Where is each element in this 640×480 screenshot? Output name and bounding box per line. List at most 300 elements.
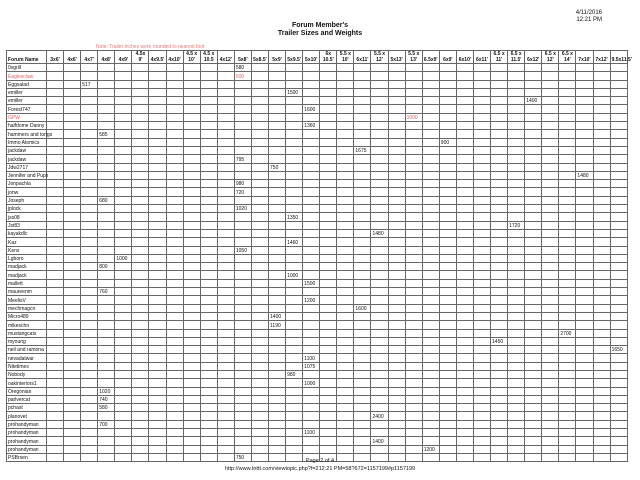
empty-cell — [405, 370, 422, 378]
empty-cell — [371, 221, 388, 229]
empty-cell — [115, 370, 132, 378]
empty-cell — [559, 72, 576, 80]
weight-cell: 740 — [98, 395, 115, 403]
empty-cell — [405, 130, 422, 138]
empty-cell — [251, 188, 268, 196]
empty-cell — [439, 379, 456, 387]
empty-cell — [525, 337, 542, 345]
empty-cell — [320, 205, 337, 213]
empty-cell — [542, 370, 559, 378]
empty-cell — [473, 379, 490, 387]
empty-cell — [337, 171, 354, 179]
empty-cell — [200, 205, 217, 213]
empty-cell — [593, 346, 610, 354]
empty-cell — [593, 429, 610, 437]
empty-cell — [320, 188, 337, 196]
empty-cell — [422, 64, 439, 72]
empty-cell — [354, 105, 371, 113]
size-column-header: 6x9' — [439, 51, 456, 64]
empty-cell — [320, 72, 337, 80]
empty-cell — [320, 412, 337, 420]
empty-cell — [337, 429, 354, 437]
empty-cell — [354, 130, 371, 138]
empty-cell — [456, 321, 473, 329]
weight-cell: 1000 — [115, 254, 132, 262]
empty-cell — [81, 354, 98, 362]
empty-cell — [303, 64, 320, 72]
empty-cell — [183, 354, 200, 362]
empty-cell — [439, 155, 456, 163]
empty-cell — [320, 379, 337, 387]
table-row — [7, 429, 628, 437]
empty-cell — [491, 296, 508, 304]
empty-cell — [132, 296, 149, 304]
empty-cell — [354, 205, 371, 213]
empty-cell — [149, 229, 166, 237]
empty-cell — [610, 138, 627, 146]
empty-cell — [251, 370, 268, 378]
empty-cell — [388, 288, 405, 296]
empty-cell — [286, 420, 303, 428]
empty-cell — [64, 370, 81, 378]
empty-cell — [286, 379, 303, 387]
empty-cell — [251, 221, 268, 229]
empty-cell — [559, 370, 576, 378]
empty-cell — [610, 379, 627, 387]
empty-cell — [234, 404, 251, 412]
empty-cell — [337, 105, 354, 113]
empty-cell — [200, 279, 217, 287]
table-row — [7, 420, 628, 428]
empty-cell — [251, 395, 268, 403]
empty-cell — [183, 229, 200, 237]
empty-cell — [320, 105, 337, 113]
empty-cell — [115, 362, 132, 370]
empty-cell — [491, 346, 508, 354]
empty-cell — [303, 113, 320, 121]
empty-cell — [508, 312, 525, 320]
empty-cell — [422, 138, 439, 146]
weight-cell: 1600 — [354, 304, 371, 312]
empty-cell — [286, 180, 303, 188]
empty-cell — [337, 312, 354, 320]
size-column-header: 4.5x 9' — [132, 51, 149, 64]
empty-cell — [593, 370, 610, 378]
table-row — [7, 163, 628, 171]
empty-cell — [491, 354, 508, 362]
forum-name-cell: PSBrsen — [7, 453, 47, 461]
empty-cell — [422, 196, 439, 204]
empty-cell — [149, 321, 166, 329]
empty-cell — [576, 329, 593, 337]
empty-cell — [422, 88, 439, 96]
empty-cell — [354, 362, 371, 370]
empty-cell — [422, 155, 439, 163]
empty-cell — [47, 229, 64, 237]
empty-cell — [473, 229, 490, 237]
empty-cell — [234, 238, 251, 246]
empty-cell — [576, 362, 593, 370]
empty-cell — [422, 122, 439, 130]
empty-cell — [320, 146, 337, 154]
empty-cell — [337, 180, 354, 188]
empty-cell — [200, 412, 217, 420]
empty-cell — [217, 146, 234, 154]
empty-cell — [47, 429, 64, 437]
empty-cell — [491, 437, 508, 445]
empty-cell — [388, 329, 405, 337]
empty-cell — [47, 279, 64, 287]
empty-cell — [371, 395, 388, 403]
empty-cell — [320, 279, 337, 287]
empty-cell — [200, 72, 217, 80]
empty-cell — [200, 429, 217, 437]
empty-cell — [576, 238, 593, 246]
table-row — [7, 205, 628, 213]
empty-cell — [439, 387, 456, 395]
empty-cell — [473, 196, 490, 204]
empty-cell — [217, 122, 234, 130]
empty-cell — [166, 72, 183, 80]
empty-cell — [542, 188, 559, 196]
empty-cell — [115, 395, 132, 403]
empty-cell — [217, 296, 234, 304]
empty-cell — [508, 445, 525, 453]
empty-cell — [149, 163, 166, 171]
empty-cell — [405, 279, 422, 287]
empty-cell — [81, 304, 98, 312]
empty-cell — [269, 80, 286, 88]
empty-cell — [593, 171, 610, 179]
empty-cell — [508, 196, 525, 204]
empty-cell — [559, 180, 576, 188]
weight-cell: 1480 — [576, 171, 593, 179]
empty-cell — [269, 155, 286, 163]
empty-cell — [542, 97, 559, 105]
empty-cell — [269, 64, 286, 72]
empty-cell — [200, 246, 217, 254]
empty-cell — [354, 337, 371, 345]
empty-cell — [473, 312, 490, 320]
empty-cell — [286, 296, 303, 304]
empty-cell — [251, 329, 268, 337]
title-line-1: Forum Member's — [291, 22, 349, 29]
empty-cell — [217, 412, 234, 420]
empty-cell — [337, 221, 354, 229]
empty-cell — [303, 246, 320, 254]
empty-cell — [149, 279, 166, 287]
empty-cell — [542, 362, 559, 370]
empty-cell — [354, 138, 371, 146]
empty-cell — [388, 163, 405, 171]
empty-cell — [166, 188, 183, 196]
empty-cell — [610, 196, 627, 204]
empty-cell — [559, 122, 576, 130]
empty-cell — [371, 122, 388, 130]
empty-cell — [64, 163, 81, 171]
empty-cell — [525, 321, 542, 329]
empty-cell — [269, 246, 286, 254]
forum-name-cell: prohandyman — [7, 445, 47, 453]
empty-cell — [337, 130, 354, 138]
empty-cell — [115, 387, 132, 395]
empty-cell — [388, 246, 405, 254]
table-row — [7, 64, 628, 72]
weight-cell: 1480 — [371, 229, 388, 237]
empty-cell — [64, 130, 81, 138]
empty-cell — [542, 171, 559, 179]
empty-cell — [593, 254, 610, 262]
empty-cell — [439, 163, 456, 171]
empty-cell — [166, 437, 183, 445]
empty-cell — [269, 88, 286, 96]
empty-cell — [491, 321, 508, 329]
source-url[interactable]: http://www.tnttt.com/viewtopic.php?f=212:21 PM=58?672=1157199#p1157199 — [224, 466, 416, 472]
empty-cell — [508, 229, 525, 237]
empty-cell — [115, 337, 132, 345]
empty-cell — [354, 445, 371, 453]
empty-cell — [337, 288, 354, 296]
empty-cell — [354, 188, 371, 196]
empty-cell — [132, 263, 149, 271]
empty-cell — [64, 221, 81, 229]
empty-cell — [405, 97, 422, 105]
empty-cell — [525, 196, 542, 204]
empty-cell — [610, 205, 627, 213]
empty-cell — [251, 138, 268, 146]
empty-cell — [525, 205, 542, 213]
empty-cell — [166, 97, 183, 105]
empty-cell — [456, 122, 473, 130]
empty-cell — [542, 429, 559, 437]
empty-cell — [576, 155, 593, 163]
empty-cell — [98, 304, 115, 312]
empty-cell — [115, 263, 132, 271]
empty-cell — [576, 122, 593, 130]
empty-cell — [576, 420, 593, 428]
empty-cell — [166, 379, 183, 387]
empty-cell — [217, 97, 234, 105]
empty-cell — [354, 329, 371, 337]
empty-cell — [132, 412, 149, 420]
empty-cell — [234, 304, 251, 312]
empty-cell — [371, 97, 388, 105]
empty-cell — [491, 221, 508, 229]
empty-cell — [98, 113, 115, 121]
empty-cell — [166, 246, 183, 254]
empty-cell — [456, 146, 473, 154]
empty-cell — [371, 130, 388, 138]
empty-cell — [354, 412, 371, 420]
forum-name-header: Forum Name — [7, 51, 47, 64]
empty-cell — [166, 346, 183, 354]
empty-cell — [508, 122, 525, 130]
empty-cell — [371, 271, 388, 279]
page-title — [0, 22, 640, 38]
empty-cell — [388, 113, 405, 121]
empty-cell — [115, 171, 132, 179]
size-column-header: 5x8.5' — [251, 51, 268, 64]
size-column-header: 4x9' — [115, 51, 132, 64]
empty-cell — [81, 138, 98, 146]
empty-cell — [303, 155, 320, 163]
empty-cell — [371, 288, 388, 296]
page-footer — [0, 457, 640, 473]
empty-cell — [576, 138, 593, 146]
empty-cell — [388, 72, 405, 80]
empty-cell — [98, 312, 115, 320]
forum-name-cell: Eaglesclaw — [7, 72, 47, 80]
empty-cell — [593, 288, 610, 296]
empty-cell — [132, 254, 149, 262]
empty-cell — [81, 337, 98, 345]
empty-cell — [200, 221, 217, 229]
empty-cell — [525, 180, 542, 188]
empty-cell — [491, 246, 508, 254]
empty-cell — [183, 213, 200, 221]
empty-cell — [64, 97, 81, 105]
empty-cell — [64, 263, 81, 271]
empty-cell — [473, 329, 490, 337]
empty-cell — [234, 379, 251, 387]
empty-cell — [559, 246, 576, 254]
empty-cell — [576, 113, 593, 121]
empty-cell — [183, 105, 200, 113]
size-column-header: 3x6' — [47, 51, 64, 64]
empty-cell — [234, 80, 251, 88]
empty-cell — [576, 445, 593, 453]
empty-cell — [422, 321, 439, 329]
empty-cell — [576, 412, 593, 420]
empty-cell — [491, 279, 508, 287]
empty-cell — [491, 171, 508, 179]
empty-cell — [354, 321, 371, 329]
empty-cell — [559, 113, 576, 121]
empty-cell — [115, 346, 132, 354]
empty-cell — [320, 88, 337, 96]
empty-cell — [576, 404, 593, 412]
empty-cell — [269, 146, 286, 154]
empty-cell — [320, 213, 337, 221]
empty-cell — [439, 221, 456, 229]
empty-cell — [559, 271, 576, 279]
empty-cell — [286, 105, 303, 113]
empty-cell — [593, 122, 610, 130]
empty-cell — [149, 312, 166, 320]
empty-cell — [439, 279, 456, 287]
empty-cell — [81, 130, 98, 138]
empty-cell — [473, 387, 490, 395]
empty-cell — [132, 337, 149, 345]
empty-cell — [132, 404, 149, 412]
empty-cell — [166, 238, 183, 246]
empty-cell — [388, 312, 405, 320]
forum-name-cell: Oregonian — [7, 387, 47, 395]
empty-cell — [593, 213, 610, 221]
table-row — [7, 346, 628, 354]
empty-cell — [473, 370, 490, 378]
empty-cell — [81, 97, 98, 105]
forum-name-cell: 0vgrill — [7, 64, 47, 72]
empty-cell — [132, 370, 149, 378]
empty-cell — [593, 163, 610, 171]
empty-cell — [81, 88, 98, 96]
empty-cell — [388, 196, 405, 204]
empty-cell — [525, 88, 542, 96]
empty-cell — [388, 412, 405, 420]
empty-cell — [473, 122, 490, 130]
empty-cell — [98, 64, 115, 72]
empty-cell — [422, 304, 439, 312]
empty-cell — [422, 404, 439, 412]
empty-cell — [183, 312, 200, 320]
empty-cell — [576, 88, 593, 96]
empty-cell — [456, 196, 473, 204]
table-row — [7, 80, 628, 88]
empty-cell — [303, 445, 320, 453]
empty-cell — [269, 337, 286, 345]
empty-cell — [81, 387, 98, 395]
empty-cell — [422, 337, 439, 345]
empty-cell — [405, 429, 422, 437]
empty-cell — [166, 80, 183, 88]
empty-cell — [251, 130, 268, 138]
empty-cell — [610, 238, 627, 246]
empty-cell — [251, 263, 268, 271]
empty-cell — [132, 72, 149, 80]
empty-cell — [473, 279, 490, 287]
empty-cell — [388, 395, 405, 403]
empty-cell — [508, 370, 525, 378]
empty-cell — [371, 354, 388, 362]
empty-cell — [47, 188, 64, 196]
empty-cell — [183, 404, 200, 412]
empty-cell — [559, 404, 576, 412]
empty-cell — [64, 404, 81, 412]
empty-cell — [491, 304, 508, 312]
empty-cell — [610, 213, 627, 221]
empty-cell — [456, 304, 473, 312]
empty-cell — [542, 321, 559, 329]
empty-cell — [593, 362, 610, 370]
empty-cell — [371, 337, 388, 345]
empty-cell — [576, 180, 593, 188]
empty-cell — [576, 346, 593, 354]
empty-cell — [320, 221, 337, 229]
empty-cell — [166, 229, 183, 237]
empty-cell — [286, 437, 303, 445]
empty-cell — [491, 213, 508, 221]
empty-cell — [525, 370, 542, 378]
empty-cell — [439, 171, 456, 179]
table-row — [7, 288, 628, 296]
empty-cell — [354, 180, 371, 188]
empty-cell — [525, 263, 542, 271]
table-row — [7, 180, 628, 188]
table-row — [7, 213, 628, 221]
empty-cell — [217, 445, 234, 453]
empty-cell — [422, 412, 439, 420]
empty-cell — [439, 80, 456, 88]
empty-cell — [64, 229, 81, 237]
empty-cell — [217, 171, 234, 179]
empty-cell — [47, 445, 64, 453]
empty-cell — [286, 246, 303, 254]
empty-cell — [388, 138, 405, 146]
empty-cell — [422, 113, 439, 121]
empty-cell — [98, 146, 115, 154]
empty-cell — [286, 130, 303, 138]
